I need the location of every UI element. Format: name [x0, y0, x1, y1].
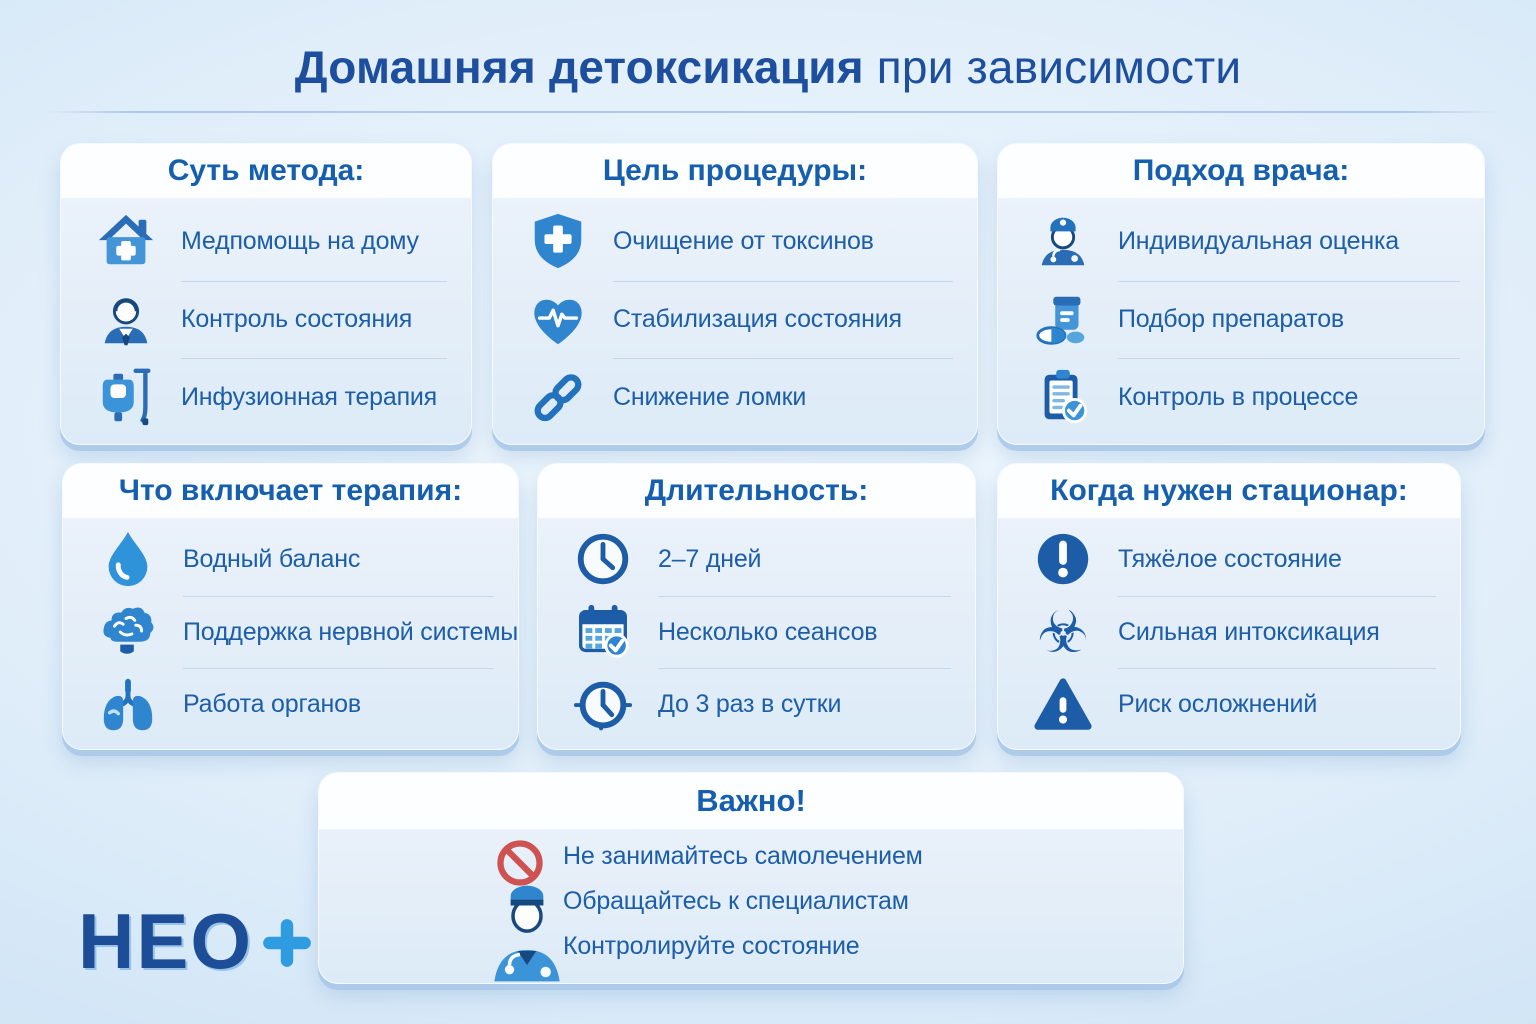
list-item — [493, 358, 977, 436]
item-label: 2–7 дней — [658, 544, 762, 573]
item-label: Риск осложнений — [1118, 690, 1318, 719]
list-item — [61, 358, 471, 436]
item-label: Не занимайтесь самолечением — [563, 842, 923, 870]
card-duration — [537, 463, 976, 750]
list-item — [63, 668, 518, 741]
item-label: До 3 раз в сутки — [658, 690, 842, 719]
item-label: Несколько сеансов — [658, 617, 878, 646]
doctor-icon — [95, 289, 157, 351]
shield-cross-icon — [527, 211, 589, 273]
page-title-rest: при зависимости — [863, 41, 1242, 93]
list-item — [319, 879, 1183, 924]
list-item — [63, 596, 518, 669]
biohazard-icon: ☣ — [1037, 598, 1089, 666]
card-header: Подход врача: — [998, 144, 1484, 199]
list-item — [319, 834, 1183, 879]
card-method-essence — [60, 143, 472, 445]
surgeon-icon — [485, 878, 569, 982]
item-label: Поддержка нервной системы — [183, 617, 519, 646]
item-label: Инфузионная терапия — [181, 382, 438, 411]
list-item — [998, 203, 1484, 281]
clock-icon — [572, 528, 634, 590]
list-item — [61, 203, 471, 281]
item-label: Снижение ломки — [613, 382, 807, 411]
house-medical-icon — [95, 211, 157, 273]
list-item — [998, 281, 1484, 359]
card-header: Что включает терапия: — [63, 464, 518, 519]
doctor-cap-icon — [1032, 211, 1094, 273]
list-item — [319, 924, 1183, 969]
list-item — [61, 281, 471, 359]
alarm-clock-icon — [572, 674, 634, 736]
heart-pulse-icon — [527, 289, 589, 351]
clipboard-check-icon — [1032, 366, 1094, 428]
card-header: Длительность: — [538, 464, 975, 519]
pills-icon — [1032, 289, 1094, 351]
item-label: Сильная интоксикация — [1118, 617, 1380, 646]
item-label: Контроль в процессе — [1118, 382, 1359, 411]
item-label: Медпомощь на дому — [181, 227, 419, 256]
list-item — [998, 523, 1460, 596]
list-item — [998, 596, 1460, 669]
item-label: Очищение от токсинов — [613, 227, 874, 256]
item-label: Подбор препаратов — [1118, 305, 1344, 333]
card-header: Суть метода: — [61, 144, 471, 199]
card-therapy-includes — [62, 463, 519, 750]
water-drop-icon — [97, 528, 159, 590]
card-procedure-goal — [492, 143, 978, 445]
item-label: Контролируйте состояние — [563, 932, 860, 960]
brain-icon — [97, 601, 159, 663]
card-header: Важно! — [319, 773, 1183, 830]
calendar-check-icon — [572, 601, 634, 663]
iv-drip-icon — [95, 366, 157, 428]
list-item — [538, 596, 975, 669]
list-item — [493, 203, 977, 281]
brand-logo — [78, 897, 315, 985]
list-item — [998, 668, 1460, 741]
lungs-icon — [97, 674, 159, 736]
list-item — [998, 358, 1484, 436]
title-divider — [46, 111, 1500, 113]
page-title-highlight: Домашняя детоксикация — [294, 41, 864, 93]
card-important — [318, 772, 1184, 984]
item-label: Обращайтесь к специалистам — [563, 887, 909, 915]
exclamation-circle-icon — [1032, 528, 1094, 590]
card-header: Цель процедуры: — [493, 144, 977, 199]
list-item — [493, 281, 977, 359]
page-title — [0, 40, 1536, 94]
card-hospital-needed — [997, 463, 1461, 750]
logo-text: НЕО — [78, 897, 254, 985]
item-label: Стабилизация состояния — [613, 305, 902, 333]
chain-link-icon — [527, 366, 589, 428]
item-label: Водный баланс — [183, 544, 361, 573]
item-label: Индивидуальная оценка — [1118, 227, 1399, 256]
list-item — [538, 523, 975, 596]
item-label: Тяжёлое состояние — [1118, 544, 1342, 573]
item-label: Работа органов — [183, 690, 361, 719]
warning-triangle-icon — [1032, 674, 1094, 736]
card-doctor-approach — [997, 143, 1485, 445]
list-item — [538, 668, 975, 741]
card-header: Когда нужен стационар: — [998, 464, 1460, 519]
item-label: Контроль состояния — [181, 305, 413, 333]
list-item — [63, 523, 518, 596]
logo-plus-icon — [259, 915, 315, 976]
